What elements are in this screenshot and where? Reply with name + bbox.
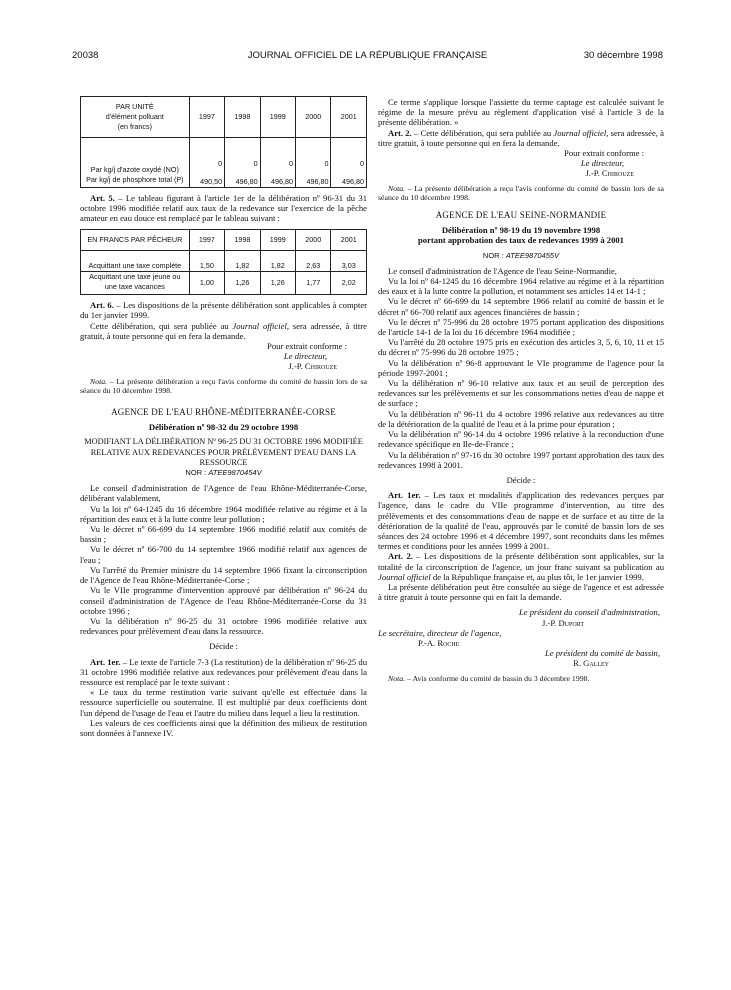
row-label-azote: Par kg/j d'azote oxydé (NO) <box>90 164 179 174</box>
article-1 <box>378 490 664 551</box>
cell-value: 496,80 <box>271 176 294 186</box>
table-year: 2001 <box>331 97 367 138</box>
quoted-text: « Le taux du terme restitution varie suivant qu'elle est effectuée dans la ressource superficielle ou souterraine. Il est multiplié par deux coefficients dont l'un dépend de l'usage de l'eau et l'autre du milieu dans lequel a lieu la restitution. <box>80 687 367 718</box>
visa-paragraph: Vu l'arrêté du Premier ministre du 14 septembre 1966 fixant la circonscription de l'Agence de l'eau Rhône-Méditerranée-Corse ; <box>80 564 367 586</box>
table-cell: 2,63 <box>296 250 331 271</box>
article-5 <box>80 193 367 224</box>
nota <box>378 674 664 683</box>
signer-title: Le directeur, <box>283 351 327 362</box>
table-row-label: Acquittant une taxe jeune ou une taxe vacances <box>81 271 190 294</box>
deliberation-title: Délibération nº 98-32 du 29 octobre 1998 <box>148 422 299 433</box>
visa-paragraph: Le conseil d'administration de l'Agence de l'eau Rhône-Méditerranée-Corse, délibérant valablement, <box>80 483 367 504</box>
table-year: 2000 <box>296 229 331 250</box>
table-cell: 1,50 <box>189 250 224 271</box>
agency-heading: AGENCE DE L'EAU RHÔNE-MÉDITERRANÉE-CORSE <box>111 407 336 418</box>
secretaire-name: P.-A. Roche <box>418 637 460 648</box>
article-heading: Art. 6. <box>90 300 114 311</box>
cell-value: 496,80 <box>342 176 364 186</box>
cell-value: 496,80 <box>306 176 329 186</box>
article-heading: Art. 1er. <box>90 656 121 667</box>
signer-name: J.-P. Chirouze <box>288 361 337 372</box>
table-year: 1999 <box>260 97 295 138</box>
page-header <box>72 50 663 64</box>
nota <box>80 377 367 395</box>
table-cell: 1,82 <box>260 250 295 271</box>
visa-paragraph: Vu la loi nº 64-1245 du 16 décembre 1964 modifiée relative au régime et à la répartition des eaux et à la lutte contre leur pollution ; <box>80 503 367 524</box>
quoted-text: Les valeurs de ces coefficients ainsi que la définition des milieux de restitution sont données à l'annexe IV. <box>80 717 367 738</box>
table-cell <box>331 138 367 188</box>
table-cell <box>260 138 295 188</box>
nota-heading: Nota. <box>388 673 406 683</box>
president-cb-title: Le président du comité de bassin, <box>544 648 660 659</box>
visa-paragraph: Vu le VIIe programme d'intervention approuvé par délibération nº 96-24 du conseil d'administration de l'Agence de l'eau Rhône-Méditerranée-Corse du 31 octobre 1996 ; <box>80 585 367 616</box>
nor-code: ATEE9870455V <box>505 250 560 260</box>
row-label-phosphore: Par kg/j de phosphore total (P) <box>86 174 184 184</box>
article-heading: Art. 2. <box>388 551 413 562</box>
table-col-header: EN FRANCS PAR PÊCHEUR <box>81 229 190 250</box>
article-text: – Cette délibération, qui sera publiée au <box>411 127 554 138</box>
table-year: 2000 <box>296 97 331 138</box>
issue-date: 30 décembre 1998 <box>583 50 663 61</box>
article-text: de la République française et, au plus tôt, le 1er janvier 1999. <box>430 571 644 582</box>
article-6 <box>80 300 367 320</box>
article-2 <box>378 128 664 148</box>
president-ca-title: Le président du conseil d'administration, <box>518 607 660 618</box>
cell-value: 0 <box>289 158 294 168</box>
agency-heading: AGENCE DE L'EAU SEINE-NORMANDIE <box>435 210 607 221</box>
nota-heading: Nota. <box>388 183 406 193</box>
visa-paragraph: Vu le décret nº 66-700 du 14 septembre 1966 modifié relatif aux agences de l'eau ; <box>80 544 367 565</box>
table-year: 1998 <box>225 229 260 250</box>
nor-code: ATEE9870454V <box>208 468 262 478</box>
table-cell: 1,77 <box>296 271 331 294</box>
visa-paragraph: Vu la délibération nº 96-8 approuvant le VIe programme de l'agence pour la période 1997-2001 ; <box>378 357 664 378</box>
cell-value: 490,50 <box>200 176 223 186</box>
visa-paragraph: Vu l'arrêté du 28 octobre 1975 pris en exécution des articles 3, 5, 6, 10, 11 et 15 du décret nº 75-996 du 28 octobre 1975 ; <box>378 337 664 358</box>
article-2-application <box>378 551 664 582</box>
nota-text: – Avis conforme du comité de bassin du 3 décembre 1998. <box>405 673 590 683</box>
article-heading: Art. 1er. <box>388 490 421 501</box>
visa-paragraph: Vu la délibération nº 96-25 du 31 octobre 1996 modifiée relative aux redevances pour prélèvement d'eau dans la ressource. <box>80 615 367 637</box>
visa-paragraph: Vu la délibération nº 96-11 du 4 octobre 1996 relative aux redevances au titre de la détérioration de la qualité de l'eau et à la prime pour épuration ; <box>378 408 664 429</box>
article-text: – Le texte de l'article 7-3 (La restitution) de la délibération nº 96-25 du 31 octobre 1996 modifiée relative aux redevances pour prélèvement d'eau dans la ressource est remplacé par le texte suivant : <box>80 656 367 687</box>
deliberation-subtitle: portant approbation des taux de redevances 1999 à 2001 <box>418 235 624 246</box>
visa-paragraph: Vu la loi nº 64-1245 du 16 décembre 1964 relative au régime et à la répartition des eaux et à la lutte contre la pollution, et notamment ses articles 14 et 14-1 ; <box>378 276 664 297</box>
nota <box>378 184 664 202</box>
decide-heading: Décide : <box>506 474 536 485</box>
decide-heading: Décide : <box>209 641 238 652</box>
table-cell <box>296 138 331 188</box>
article-1 <box>80 657 367 688</box>
article-text: – Les dispositions de la présente délibération sont applicables, sur la totalité de la circonscription de l'agence, un jour franc suivant sa publication au <box>378 551 664 572</box>
table-cell: 3,03 <box>331 250 367 271</box>
nota-text: – La présente délibération a reçu l'avis conforme du comité de bassin lors de sa séance du 10 décembre 1998. <box>80 376 367 395</box>
table-col-header: PAR UNITÉ d'élément polluant (en francs) <box>81 97 190 138</box>
nor-label: NOR : <box>482 250 506 260</box>
table-cell <box>225 138 260 188</box>
table-year: 1997 <box>189 97 224 138</box>
article-text: – Les dispositions de la présente délibération sont applicables à compter du 1er janvier 1999. <box>80 300 368 321</box>
table-year: 1998 <box>225 97 260 138</box>
publication-text: Cette délibération, qui sera publiée au <box>90 320 233 331</box>
article-heading: Art. 5. <box>90 193 115 203</box>
journal-name: Journal officiel <box>378 571 431 582</box>
table-cell <box>189 138 224 188</box>
cell-value: 0 <box>218 158 223 168</box>
visa-paragraph: Vu le décret nº 66-699 du 14 septembre 1966 modifié relatif aux comités de bassin ; <box>80 524 367 545</box>
publication-text: sera adressée, à titre gratuit, à toute personne qui en fera la demande. <box>80 320 367 341</box>
visa-paragraph: Vu la délibération nº 97-16 du 30 octobre 1997 portant approbation des taux des redevances 1998 à 2001. <box>378 449 664 470</box>
journal-name: Journal officiel, <box>232 320 289 331</box>
table-cell: 2,02 <box>331 271 367 294</box>
peche-rates-table <box>80 229 367 296</box>
cell-value: 0 <box>253 158 258 168</box>
signer-title: Le directeur, <box>580 158 624 169</box>
article-text: sera adressée, à titre gratuit, à toute personne qui en fera la demande. <box>378 127 664 148</box>
phosphore-rates-table <box>80 96 367 188</box>
table-year: 2001 <box>331 229 367 250</box>
article-heading: Art. 2. <box>388 127 412 138</box>
extrait-conforme: Pour extrait conforme : <box>564 148 644 159</box>
extrait-conforme: Pour extrait conforme : <box>267 341 347 352</box>
cell-value: 0 <box>324 158 329 168</box>
continued-quote: Ce terme s'applique lorsque l'assiette du terme captage est calculée suivant le régime de la mesure prévu au règlement d'application visé à l'article 3 de la présente délibération. » <box>378 97 664 128</box>
table-year: 1997 <box>189 229 224 250</box>
page-number: 20038 <box>72 50 99 61</box>
journal-name: Journal officiel, <box>553 127 609 138</box>
table-cell: 1,26 <box>225 271 260 294</box>
article-text: – Le tableau figurant à l'article 1er de la délibération nº 96-31 du 31 octobre 1996 modifiée relatif aux taux de la redevance sur l'exercice de la pêche amateur en eau douce est remplacé par le tableau suivant : <box>80 193 368 224</box>
table-year: 1999 <box>260 229 295 250</box>
publication-paragraph <box>80 321 367 341</box>
right-column <box>378 97 664 683</box>
nor-reference <box>378 251 664 261</box>
table-row-label: Acquittant une taxe complète <box>81 250 190 271</box>
nor-label: NOR : <box>185 468 209 478</box>
consultation-paragraph: La présente délibération peut être consultée au siège de l'agence et est adressée à titre gratuit à toute personne qui en fait la demande. <box>378 581 664 603</box>
table-row-label <box>81 138 190 188</box>
nor-reference <box>80 468 367 478</box>
nota-text: – La présente délibération a reçu l'avis conforme du comité de bassin lors de sa séance du 10 décembre 1998. <box>378 183 664 202</box>
signer-name: J.-P. Chirouze <box>585 168 634 179</box>
deliberation-title: Délibération nº 98-19 du 19 novembre 1998 <box>441 225 601 236</box>
secretaire-title: Le secrétaire, directeur de l'agence, <box>378 627 502 638</box>
visa-paragraph: Vu le décret nº 66-699 du 14 septembre 1966 relatif au comité de bassin et le décret nº 66-700 relatif aux agences financières de bassin ; <box>378 296 664 317</box>
left-column <box>80 96 367 738</box>
visa-paragraph: Vu la délibération nº 96-10 relative aux taux et au seuil de perception des redevances sur les prélèvements et sur les consommations nettes d'eau de nappe et de surface ; <box>378 378 664 409</box>
visa-paragraph: Vu la délibération nº 96-14 du 4 octobre 1996 relative à la reconduction d'une redevance spécifique en Ile-de-France ; <box>378 429 664 450</box>
table-cell: 1,00 <box>189 271 224 294</box>
article-text: – Les taux et modalités d'application des redevances perçues par l'agence, dans le cadre du VIIe programme d'intervention, au titre des prélèvements et des consommations d'eau de nappe et de surface et au titre de la détérioration de la qualité de l'eau, approuvés par le comité de bassin lors de ses séances des 24 octobre 1996 et 4 décembre 1997, sont reconduits dans les mêmes termes et conditions pour les années 1999 à 2001. <box>378 490 665 552</box>
visa-paragraph: Vu le décret nº 75-996 du 28 octobre 1975 portant application des dispositions de l'article 14-1 de la loi du 16 décembre 1964 modifiée ; <box>378 316 664 338</box>
table-cell: 1,26 <box>260 271 295 294</box>
president-cb-name: R. Galley <box>573 658 609 669</box>
visa-paragraph: Le conseil d'administration de l'Agence de l'eau Seine-Normandie, <box>388 265 617 276</box>
nota-heading: Nota. <box>90 376 108 386</box>
deliberation-subtitle: MODIFIANT LA DÉLIBÉRATION Nº 96-25 DU 31 OCTOBRE 1996 MODIFIÉE RELATIVE AUX REDEVANCES POUR PRÉLÈVEMENT D'EAU DANS LA RESSOURCE <box>84 437 363 467</box>
table-cell: 1,82 <box>225 250 260 271</box>
cell-value: 0 <box>360 158 364 168</box>
president-ca-name: J.-P. Duport <box>542 617 584 628</box>
journal-title: JOURNAL OFFICIEL DE LA RÉPUBLIQUE FRANÇAISE <box>247 50 488 61</box>
cell-value: 496,80 <box>235 176 258 186</box>
